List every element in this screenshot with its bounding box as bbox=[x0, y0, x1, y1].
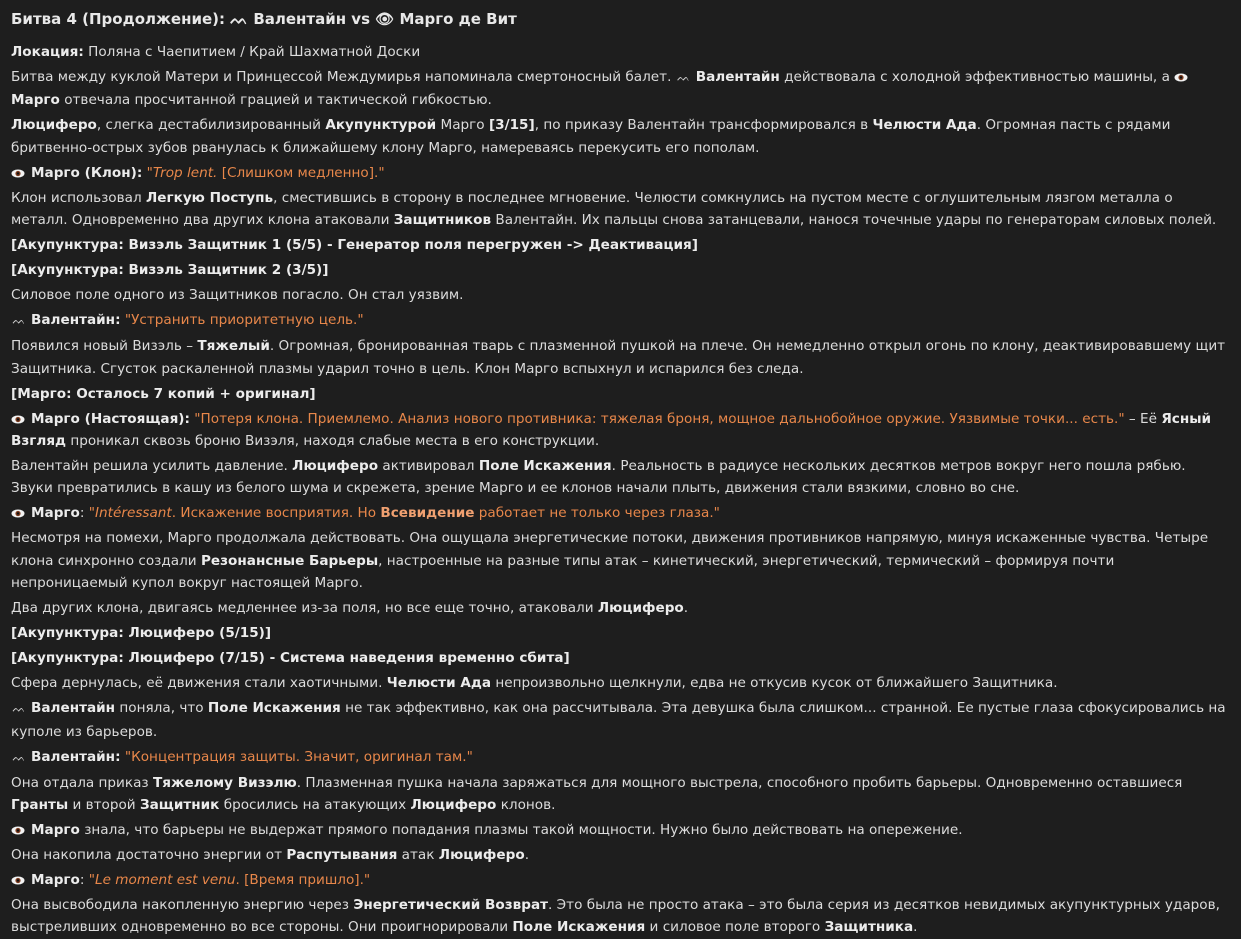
paragraph bbox=[11, 408, 1230, 453]
bold-text: Резонансные Барьеры bbox=[200, 552, 379, 569]
text-run: . Реальность в радиусе нескольких десятков метров вокруг него пошла рябью. Звуки превратились в кашу из белого шума и скрежета, зрение Марго и ее клонов начали плыть, движения стали вязкими, словно во сне. bbox=[11, 458, 1186, 497]
bold-text: Защитника bbox=[824, 919, 914, 936]
quote-text: Intéressant bbox=[95, 505, 172, 522]
text-run: Силовое поле одного из Защитников погасло. Он стал уязвим. bbox=[11, 287, 464, 304]
bold-text: Тяжелому Визэлю bbox=[152, 774, 297, 791]
eye-icon bbox=[11, 826, 25, 835]
bat-icon: ᨓ bbox=[12, 702, 26, 716]
paragraph bbox=[11, 647, 1230, 669]
bold-text: Поле Искажения bbox=[512, 919, 646, 936]
bold-text: [Акупунктура: Визэль Защитник 2 (3/5)] bbox=[11, 262, 329, 279]
bold-text: Акупунктурой bbox=[325, 117, 437, 134]
paragraph bbox=[11, 844, 1230, 866]
text-run: , слегка дестабилизированный bbox=[96, 117, 326, 134]
bold-text: Энергетический Возврат bbox=[353, 897, 549, 914]
text-run: активировал bbox=[378, 458, 479, 475]
text-run: клонов. bbox=[496, 797, 556, 814]
paragraph bbox=[11, 259, 1230, 281]
text-run: Поляна с Чаепитием / Край Шахматной Доски bbox=[83, 44, 421, 60]
bat-icon: ᨓ bbox=[677, 71, 691, 84]
text-run: Она накопила достаточно энергии от bbox=[11, 847, 287, 864]
paragraph bbox=[11, 284, 1230, 306]
bold-text: [Акупунктура: Люциферо (5/15)] bbox=[11, 625, 272, 642]
bold-text: Валентайн: bbox=[31, 312, 121, 329]
paragraph bbox=[11, 66, 1230, 112]
text-run: Клон использовал bbox=[11, 189, 146, 206]
eye-icon bbox=[11, 415, 25, 424]
bold-text: Валентайн bbox=[695, 69, 780, 85]
paragraph bbox=[11, 383, 1230, 405]
text-run: непроизвольно щелкнули, едва не откусив кусок от ближайшего Защитника. bbox=[491, 675, 1058, 692]
quote-text: " bbox=[142, 164, 153, 181]
paragraph bbox=[11, 746, 1230, 769]
quote-text: Всевидение bbox=[380, 505, 475, 522]
text-run: Марго bbox=[436, 117, 489, 134]
text-run: . bbox=[683, 600, 689, 617]
page-title: Битва 4 (Продолжение): ᨓ Валентайн vs 👁 Марго де Вит bbox=[11, 10, 517, 28]
quote-text: " bbox=[88, 872, 96, 889]
bold-text: [3/15] bbox=[488, 117, 535, 134]
bold-text: Распутывания bbox=[286, 847, 398, 864]
paragraph bbox=[11, 772, 1230, 817]
bold-text: Люциферо bbox=[292, 458, 379, 475]
story-body bbox=[11, 41, 1230, 939]
bold-text: Гранты bbox=[11, 797, 69, 814]
text-run: бросились на атакующих bbox=[219, 797, 411, 814]
bold-text: [Марго: Осталось 7 копий + оригинал] bbox=[11, 385, 316, 402]
bold-text: Люциферо bbox=[597, 600, 684, 617]
bold-text: Валентайн bbox=[31, 700, 116, 717]
quote-text: "Концентрация защиты. Значит, оригинал там." bbox=[120, 748, 473, 765]
eye-icon bbox=[11, 876, 25, 885]
bold-text: Челюсти Ада bbox=[872, 117, 977, 134]
bold-text: Поле Искажения bbox=[207, 700, 341, 717]
text-run: Она высвободила накопленную энергию через bbox=[11, 897, 354, 914]
paragraph bbox=[11, 622, 1230, 644]
text-run: . Огромная, бронированная тварь с плазменной пушкой на плече. Он немедленно открыл огонь по клону, деактивировавшему щит Защитника. Сгусток раскаленной плазмы ударил точно в цель. Клон Марго вспыхнул и испарился без следа. bbox=[11, 338, 1226, 377]
bold-text: Марго bbox=[31, 822, 80, 839]
bold-text: Марго (Клон): bbox=[31, 164, 143, 181]
quote-text: . [Время пришло]." bbox=[235, 872, 371, 889]
text-run: проникал сквозь броню Визэля, находя слабые места в его конструкции. bbox=[66, 433, 600, 450]
paragraph bbox=[11, 527, 1230, 594]
text-run: . bbox=[913, 919, 918, 936]
bold-text: Марго (Настоящая): bbox=[31, 410, 190, 427]
paragraph bbox=[11, 869, 1230, 891]
quote-text: "Устранить приоритетную цель." bbox=[120, 312, 364, 329]
text-run: и второй bbox=[68, 797, 140, 814]
text-run: Она отдала приказ bbox=[11, 774, 153, 791]
quote-text: [Слишком медленно]." bbox=[217, 164, 385, 181]
text-run: Валентайн решила усилить давление. bbox=[11, 458, 293, 475]
bold-text: Защитников bbox=[393, 212, 492, 229]
bold-text: Ясный Взгляд bbox=[11, 410, 1212, 450]
bold-text: [Акупунктура: Визэль Защитник 1 (5/5) - Генератор поля перегружен -> Деактивация] bbox=[11, 237, 698, 254]
quote-text: Trop lent. bbox=[152, 164, 218, 181]
bold-text: Локация: bbox=[11, 44, 84, 60]
text-run: Два других клона, двигаясь медленнее из-за поля, но все еще точно, атаковали bbox=[11, 600, 598, 617]
text-run: : bbox=[79, 872, 89, 889]
bold-text: Поле Искажения bbox=[478, 458, 612, 475]
text-run: Появился новый Визэль – bbox=[11, 338, 198, 355]
text-run: . bbox=[524, 847, 530, 864]
eye-icon bbox=[11, 509, 25, 518]
paragraph bbox=[11, 309, 1230, 332]
paragraph bbox=[11, 894, 1230, 939]
bold-text: Марго bbox=[31, 872, 80, 889]
text-run: Валентайн. Их пальцы снова затанцевали, нанося точечные удары по генераторам силовых полей. bbox=[491, 212, 1217, 229]
quote-text: . Искажение восприятия. Но bbox=[171, 505, 381, 522]
eye-icon bbox=[11, 169, 25, 178]
bold-text: Защитник bbox=[139, 797, 220, 814]
paragraph bbox=[11, 455, 1230, 500]
text-run: поняла, что bbox=[115, 700, 208, 717]
paragraph bbox=[11, 672, 1230, 694]
text-run: знала, что барьеры не выдержат прямого попадания плазмы такой мощности. Нужно было действовать на опережение. bbox=[79, 822, 963, 839]
text-run: . Огромная пасть с рядами бритвенно-острых зубов рванулась к ближайшему клону Марго, намереваясь перекусить его пополам. bbox=[11, 117, 1171, 156]
quote-text: "Потеря клона. Приемлемо. Анализ нового противника: тяжелая броня, мощное дальнобойное оружие. Уязвимые точки... есть." bbox=[189, 410, 1125, 427]
text-run: атак bbox=[397, 847, 439, 864]
bold-text: Люциферо bbox=[11, 117, 97, 134]
text-run: Несмотря на помехи, Марго продолжала действовать. Она ощущала энергетические потоки, движения противников напрямую, минуя искаженные чувства. Четыре клона синхронно создали bbox=[11, 530, 1209, 569]
bold-text: Марго bbox=[11, 92, 60, 109]
text-run: , по приказу Валентайн трансформировался в bbox=[534, 117, 873, 134]
text-run: Сфера дернулась, её движения стали хаотичными. bbox=[11, 675, 387, 692]
text-run: отвечала просчитанной грацией и тактической гибкостью. bbox=[59, 92, 492, 109]
bold-text: Тяжелый bbox=[197, 338, 270, 355]
quote-text: Le moment est venu bbox=[95, 872, 236, 889]
quote-text: работает не только через глаза." bbox=[474, 505, 720, 522]
bold-text: [Акупунктура: Люциферо (7/15) - Система наведения временно сбита] bbox=[11, 650, 570, 667]
bold-text: Легкую Поступь bbox=[145, 189, 274, 206]
text-run: , сместившись в сторону в последнее мгновение. Челюсти сомкнулись на пустом месте с оглушительным лязгом металла о металл. Одновременно два других клона атаковали bbox=[11, 189, 1173, 229]
text-run: . Плазменная пушка начала заряжаться для мощного выстрела, способного пробить барьеры. Одновременно оставшиеся bbox=[296, 774, 1183, 791]
quote-text: " bbox=[88, 505, 96, 522]
text-run: , настроенные на разные типы атак – кинетический, энергетический, термический – формируя почти непроницаемый купол вокруг настоящей Марго. bbox=[11, 552, 1115, 592]
paragraph bbox=[11, 187, 1230, 232]
bold-text: Марго bbox=[31, 505, 80, 522]
text-run: не так эффективно, как она рассчитывала. Эта девушка была слишком... странной. Ее пустые глаза сфокусировались на куполе из барьеров. bbox=[11, 700, 1226, 740]
text-run: Битва между куклой Матери и Принцессой Междумирья напоминала смертоносный балет. bbox=[11, 69, 676, 85]
text-run: и силовое поле второго bbox=[645, 919, 825, 936]
paragraph bbox=[11, 697, 1230, 743]
paragraph bbox=[11, 114, 1230, 159]
paragraph bbox=[11, 162, 1230, 184]
bold-text: Валентайн: bbox=[31, 748, 121, 765]
text-run: действовала с холодной эффективностью машины, а bbox=[779, 69, 1175, 85]
eye-icon bbox=[1174, 73, 1188, 82]
paragraph bbox=[11, 41, 1230, 63]
paragraph bbox=[11, 335, 1230, 380]
text-run: – Её bbox=[1124, 410, 1162, 427]
bold-text: Челюсти Ада bbox=[386, 675, 491, 692]
bat-icon: ᨓ bbox=[12, 314, 26, 328]
paragraph bbox=[11, 597, 1230, 619]
paragraph bbox=[11, 502, 1230, 524]
paragraph bbox=[11, 819, 1230, 841]
text-run: . Это была не просто атака – это была серия из десятков невидимых акупунктурных ударов, выстреливших одновременно во все стороны. Они проигнорировали bbox=[11, 897, 1220, 936]
bold-text: Люциферо bbox=[410, 797, 497, 814]
bold-text: Люциферо bbox=[438, 847, 525, 864]
paragraph bbox=[11, 234, 1230, 256]
bat-icon: ᨓ bbox=[12, 750, 26, 764]
text-run: : bbox=[79, 505, 89, 522]
